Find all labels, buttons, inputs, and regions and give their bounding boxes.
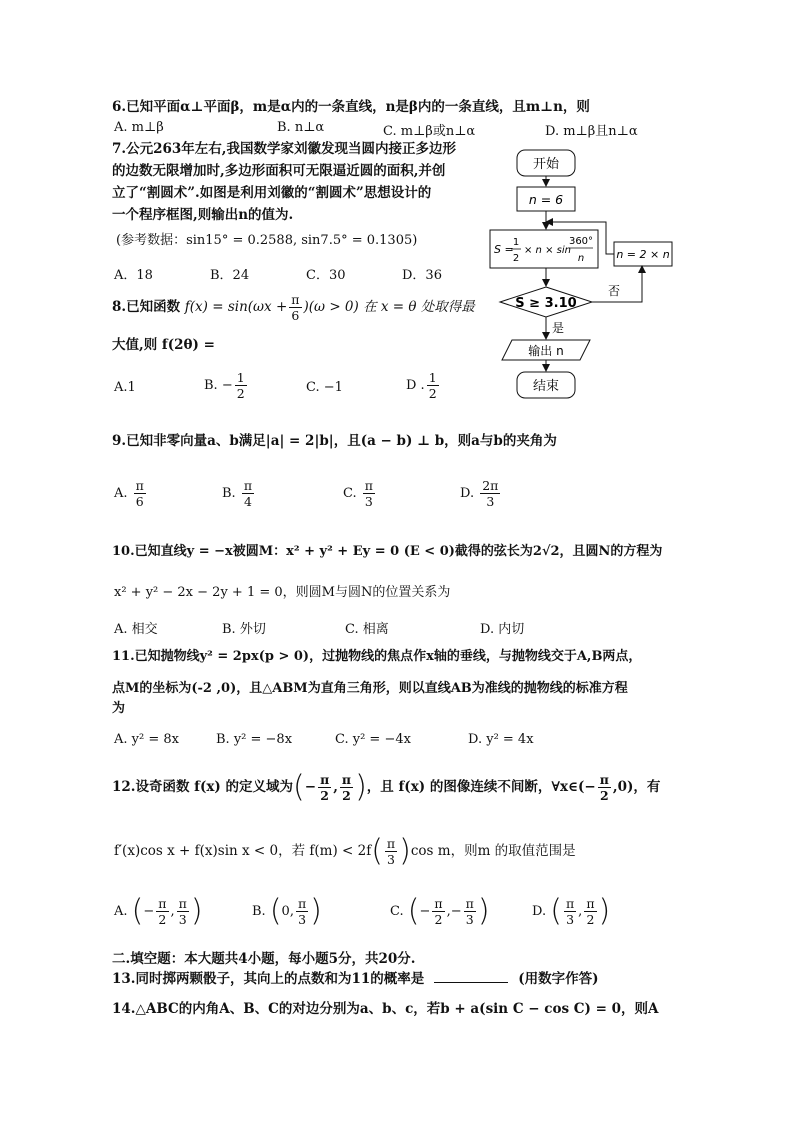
q12-stem-b: ，且 f(x) 的图像连续不间断，∀x∈(− [366,779,596,795]
q12-option-b-den: 3 [298,912,307,927]
q12-option-a-comma: , [170,904,175,919]
q12-option-b-num: π [297,896,307,911]
q9-option-c [343,478,377,509]
flow-output-text: 输出 n [528,344,564,358]
q12-option-c-neg2: − [450,904,462,919]
q12-option-a-left-den: 2 [158,912,167,927]
flow-no-label: 否 [608,284,621,298]
q10-stem-line2: x² + y² − 2x − 2y + 1 = 0，则圆M与圆N的位置关系为 [114,585,451,600]
q9-option-b-den: 4 [243,494,252,509]
q13-tail: (用数字作答) [518,971,599,987]
q12-option-d: D. ( $\frac{\pi}{3}$ , $\frac{\pi}{2}$ ) [532,893,611,929]
flow-init-text: n = 6 [528,192,564,207]
flowchart [480,140,700,410]
q12-option-a-right-den: 3 [178,912,187,927]
flow-update-text: n = 2 × n [616,248,670,261]
q12-domain-right-den: 2 [342,788,351,803]
q8-option-b-num: 1 [236,370,245,385]
q12-domain-left-num: π [320,772,330,787]
q6-option-b: B. n⊥α [277,120,325,135]
q9-option-c-num: π [364,478,373,493]
q7-option-b: B．24 [210,268,250,283]
q8-function-tail: )(ω > 0) 在 x = θ 处取得最 [303,299,475,315]
q12-option-d-comma: , [578,904,583,919]
q12-option-c: C. (− $\frac{\pi}{2}$ ,− $\frac{\pi}{3}$ ) [390,893,490,929]
q9-option-d-prefix: D. [460,486,475,501]
q8-stem-line2: 大值,则 f(2θ) = [112,337,215,353]
q7-line1: 7.公元263年左右,我国数学家刘徽发现当圆内接正多边形 [112,141,456,157]
flow-process-angle-den: n [577,253,585,264]
q12-f-arg-num: π [386,836,396,851]
q12-option-d-left-den: 3 [566,912,575,927]
flow-process-s: S = [494,243,514,256]
q12-option-c-comma: , [446,904,451,919]
q9-option-b-prefix: B. [222,486,236,501]
q11-option-b: B. y² = −8x [216,732,293,747]
q9-option-d-den: 3 [486,494,495,509]
q8-stem-a: 8.已知函数 [112,299,181,315]
q6-option-a: A. m⊥β [114,120,164,135]
flow-yes-label: 是 [552,321,565,335]
q11-stem: 11.已知抛物线y² = 2px(p > 0)，过抛物线的焦点作x轴的垂线，与抛物线交于A,B两点， [112,649,642,664]
q10-option-c: C. 相离 [345,622,389,637]
q14-stem: 14.△ABC的内角A、B、C的对边分别为a、b、c，若b + a(sin C − cos C) = 0，则A [112,1001,659,1017]
q9-option-a-den: 6 [135,494,144,509]
q12-option-b-zero: 0, [281,904,294,919]
q8-option-d-num: 1 [428,370,437,385]
q6-option-c: C. m⊥β或n⊥α [383,124,476,139]
q12-option-d-letter: D. [532,904,547,919]
q9-option-d-num: 2π [482,478,499,493]
q12-option-b: B. (0, $\frac{\pi}{3}$ ) [252,893,322,929]
q9-option-a-prefix: A. [114,486,128,501]
q9-option-c-den: 3 [364,494,373,509]
q12-option-b-letter: B. [252,904,266,919]
q10-option-b: B. 外切 [222,622,266,637]
q12-option-c-left-num: π [434,896,443,911]
q9-option-a [114,478,148,509]
q7-line2: 的边数无限增加时,多边形面积可无限逼近圆的面积,并创 [112,163,446,179]
q12-option-a-right-num: π [178,896,187,911]
q11-option-d: D. y² = 4x [468,732,534,747]
flow-process-half-den: 2 [512,253,520,264]
q12-option-d-right-den: 2 [586,912,595,927]
q7-option-a: A．18 [114,268,153,283]
q7-reference-data: (参考数据：sin15° = 0.2588, sin7.5° = 0.1305) [116,233,418,248]
flow-start-text: 开始 [532,157,560,172]
q12-option-a-neg: − [143,904,155,919]
q12-stem2-a: f′(x)cos x + f(x)sin x < 0，若 f(m) < 2f [114,843,372,859]
q11-option-c: C. y² = −4x [335,732,411,747]
q6-stem: 6.已知平面α⊥平面β，m是α内的一条直线，n是β内的一条直线，且m⊥n，则 [112,99,590,115]
q11-option-a: A. y² = 8x [114,732,179,747]
q9-option-a-num: π [135,478,144,493]
q9-option-c-prefix: C. [343,486,357,501]
q12-option-c-right-num: π [465,896,474,911]
q13-stem-text: 13.同时掷两颗骰子，其向上的点数和为11的概率是 [112,971,425,987]
q9-option-b [222,478,256,509]
q8-option-b-den: 2 [236,386,245,401]
q12-stem2-b: cos m，则m 的取值范围是 [410,843,576,859]
q11-stem-line2: 点M的坐标为(-2 ,0)，且△ABM为直角三角形，则以直线AB为准线的抛物线的标准方程 [112,681,628,696]
q6-option-d: D. m⊥β且n⊥α [545,124,638,139]
q12-option-c-left-den: 2 [434,912,443,927]
q10-option-a: A. 相交 [114,622,158,637]
q8-option-d-den: 2 [428,386,437,401]
q12-stem-c: ,0)，有 [612,779,661,795]
q12-option-a-letter: A. [114,904,128,919]
q13-answer-blank [434,982,508,983]
q8-option-a: A.1 [114,380,136,395]
q12-domain-neg: − [304,779,317,795]
flow-process-angle-num: 360° [568,236,594,247]
q8-option-c: C. −1 [306,380,343,395]
q12-option-a-left-num: π [158,896,167,911]
q9-option-b-num: π [243,478,253,493]
flow-process-mid: × n × sin [524,245,571,256]
q12-domain-right-num: π [341,772,352,787]
q12-f-arg-den: 3 [387,852,395,867]
q7-line3: 立了“割圆术”.如图是利用刘徽的“割圆术”思想设计的 [112,185,432,201]
q10-option-d: D. 内切 [480,622,525,637]
q12-interval-den: 2 [599,788,609,803]
q12-domain-comma: , [333,779,338,795]
q9-option-d [460,478,502,509]
flow-end-text: 结束 [532,379,560,394]
section-fill-in-title: 二.填空题：本大题共4小题，每小题5分，共20分. [112,951,416,967]
q11-stem-line3: 为 [112,701,126,716]
q9-stem: 9.已知非零向量a、b满足|a| = 2|b|，且(a − b) ⊥ b，则a与b的夹角为 [112,433,557,449]
q12-option-a: A. (− $\frac{\pi}{2}$ , $\frac{\pi}{3}$ ) [114,893,203,929]
q8-stem-line1 [112,292,475,323]
q8-option-d-prefix: D . [406,378,425,393]
q12-option-c-neg1: − [419,904,431,919]
q12-stem-line2: f′(x)cos x + f(x)sin x < 0，若 f(m) < 2f( $\frac{\pi}{3}$ )cos m，则m 的取值范围是 [114,833,576,869]
flow-condition-text: S ≥ 3.10 [515,296,577,311]
q8-pi-num: π [291,292,300,307]
q10-stem: 10.已知直线y = −x被圆M：x² + y² + Ey = 0 (E < 0)截得的弦长为2√2，且圆N的方程为 [112,544,663,559]
q12-stem-line1: 12.设奇函数 f(x) 的定义域为(− $\frac{\pi}{2}$ , $\frac{\pi}{2}$ )，且 f(x) 的图像连续不间断，∀x∈(− $\frac{\pi}{2}$ ,0)，有 [112,769,661,805]
q12-option-c-letter: C. [390,904,404,919]
q12-interval-num: π [599,772,609,787]
q12-domain-left-den: 2 [320,788,329,803]
flow-process-half-num: 1 [512,237,520,248]
q7-option-d: D．36 [402,268,442,283]
q12-option-c-right-den: 3 [465,912,474,927]
q8-option-b [204,370,249,401]
q8-option-b-prefix: B. − [204,378,233,393]
q12-stem-a: 12.设奇函数 f(x) 的定义域为 [112,779,294,795]
q7-line4: 一个程序框图,则输出n的值为. [112,207,294,223]
q7-option-c: C．30 [306,268,346,283]
q13-stem [112,970,599,988]
q12-option-d-right-num: π [586,896,595,911]
q8-function: f(x) = sin(ωx + [184,299,288,315]
q8-option-d [406,370,441,401]
q12-option-d-left-num: π [565,896,575,911]
q8-pi-den: 6 [291,308,300,323]
